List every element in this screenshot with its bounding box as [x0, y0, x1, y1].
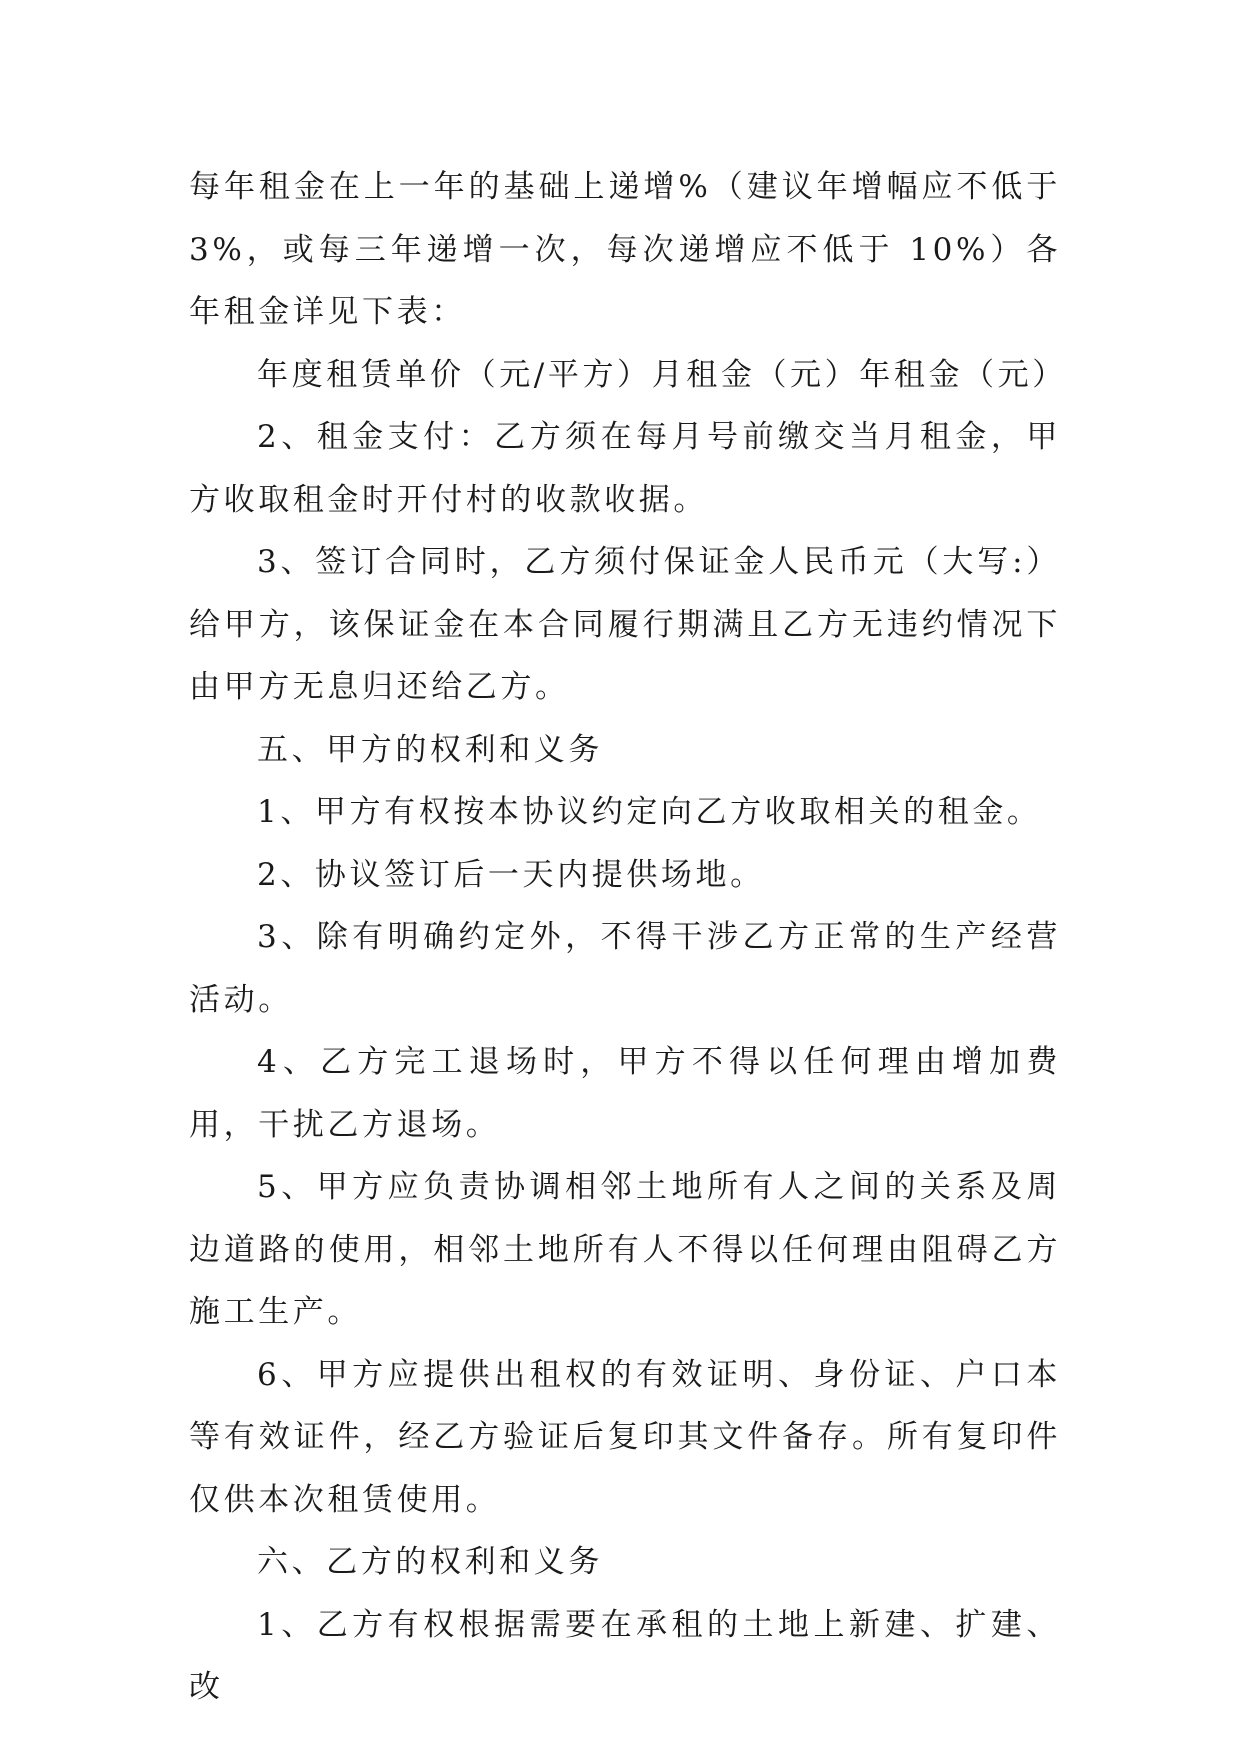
paragraph-party-a-item-6: 6、甲方应提供出租权的有效证明、身份证、户口本等有效证件，经乙方验证后复印其文件备存。所有复印件仅供本次租赁使用。 [189, 1356, 1061, 1518]
paragraph-party-a-item-2: 2、协议签订后一天内提供场地。 [257, 856, 765, 893]
paragraph-party-a-item-5: 5、甲方应负责协调相邻土地所有人之间的关系及周边道路的使用，相邻土地所有人不得以任何理由阻碍乙方施工生产。 [189, 1169, 1061, 1330]
section-heading-party-b: 六、乙方的权利和义务 [257, 1544, 603, 1580]
document-body [189, 156, 1067, 1719]
paragraph-rent-payment: 2、租金支付：乙方须在每月号前缴交当月租金，甲方收取租金时开付村的收款收据。 [189, 419, 1061, 518]
paragraph-party-a-item-3: 3、除有明确约定外，不得干涉乙方正常的生产经营活动。 [189, 919, 1061, 1018]
paragraph-party-a-item-1: 1、甲方有权按本协议约定向乙方收取相关的租金。 [257, 794, 1042, 830]
paragraph-party-b-item-1: 1、乙方有权根据需要在承租的土地上新建、扩建、改 [189, 1606, 1061, 1705]
paragraph-party-a-item-4: 4、乙方完工退场时，甲方不得以任何理由增加费用，干扰乙方退场。 [189, 1044, 1061, 1143]
section-heading-party-a: 五、甲方的权利和义务 [257, 731, 603, 768]
paragraph-deposit: 3、签订合同时，乙方须付保证金人民币元（大写:）给甲方，该保证金在本合同履行期满且乙方无违约情况下由甲方无息归还给乙方。 [189, 544, 1061, 705]
paragraph-rent-increase: 每年租金在上一年的基础上递增%（建议年增幅应不低于 3%，或每三年递增一次，每次递增应不低于 10%）各年租金详见下表： [189, 169, 1061, 330]
paragraph-rent-table-header: 年度租赁单价（元/平方）月租金（元）年租金（元） [257, 356, 1067, 393]
